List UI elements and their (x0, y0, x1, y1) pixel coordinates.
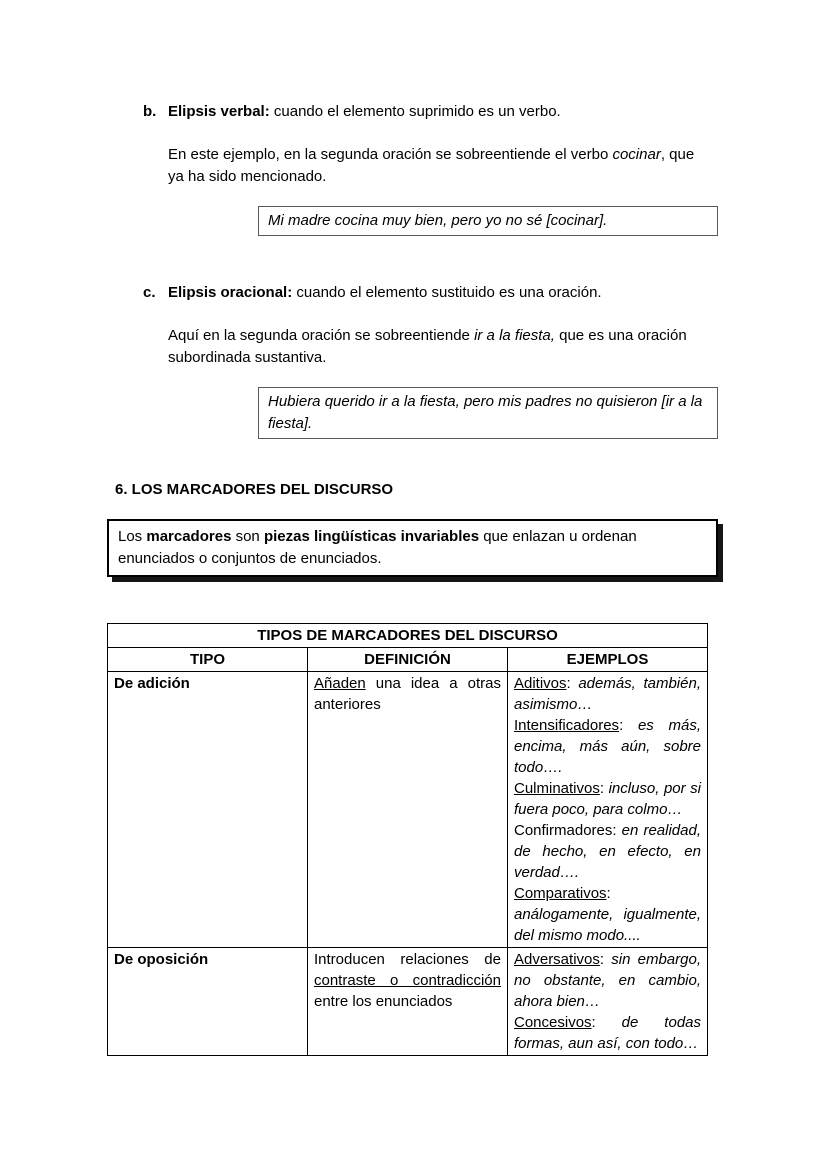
item-title: Elipsis oracional: cuando el elemento sustituido es una oración. (168, 284, 602, 301)
item-heading (143, 101, 718, 123)
item-letter: c. (143, 284, 156, 301)
marker-example-group: Confirmadores: en realidad, de hecho, en efecto, en verdad…. (514, 822, 701, 881)
marker-example-group: Intensificadores: es más, encima, más aún, sobre todo…. (514, 717, 701, 776)
table-title: TIPOS DE MARCADORES DEL DISCURSO (108, 624, 708, 648)
example-text: Mi madre cocina muy bien, pero yo no sé [cocinar]. (268, 212, 608, 229)
marker-example-group: Concesivos: de todas formas, aun así, con todo… (514, 1014, 701, 1052)
item-letter: b. (143, 103, 157, 120)
cell-ejemplos (508, 948, 708, 1056)
item-paragraph: En este ejemplo, en la segunda oración se sobreentiende el verbo cocinar, que ya ha sido mencionado. (168, 146, 695, 185)
section-heading: 6. LOS MARCADORES DEL DISCURSO (115, 481, 394, 498)
cell-tipo: De adición (108, 672, 308, 948)
item-heading (143, 282, 718, 304)
item-elipsis-oracional (107, 282, 718, 439)
table-header-row (108, 648, 708, 672)
item-paragraph: Aquí en la segunda oración se sobreentiende ir a la fiesta, que es una oración subordinada sustantiva. (168, 327, 687, 366)
example-box (258, 387, 718, 439)
table-row (108, 948, 708, 1056)
item-elipsis-verbal (107, 101, 718, 236)
column-header-tipo: TIPO (108, 648, 308, 672)
column-header-ejemplos: EJEMPLOS (508, 648, 708, 672)
marker-example-group: Comparativos: análogamente, igualmente, del mismo modo.... (514, 885, 701, 944)
table-title-row (108, 624, 708, 648)
definition-box: Los marcadores son piezas lingüísticas invariables que enlazan u ordenan enunciados o conjuntos de enunciados. (107, 519, 718, 577)
marker-example-group: Culminativos: incluso, por si fuera poco, para colmo… (514, 780, 701, 818)
example-text: Hubiera querido ir a la fiesta, pero mis padres no quisieron [ir a la fiesta]. (268, 393, 703, 432)
table-row (108, 672, 708, 948)
column-header-definicion: DEFINICIÓN (308, 648, 508, 672)
cell-ejemplos (508, 672, 708, 948)
marker-example-group: Adversativos: sin embargo, no obstante, en cambio, ahora bien… (514, 951, 701, 1010)
item-title: Elipsis verbal: cuando el elemento suprimido es un verbo. (168, 103, 561, 120)
markers-table (107, 623, 708, 1056)
cell-tipo: De oposición (108, 948, 308, 1056)
cell-definicion: Añaden una idea a otras anteriores (308, 672, 508, 948)
example-box (258, 206, 718, 236)
cell-definicion: Introducen relaciones de contraste o contradicción entre los enunciados (308, 948, 508, 1056)
marker-example-group: Aditivos: además, también, asimismo… (514, 675, 701, 713)
